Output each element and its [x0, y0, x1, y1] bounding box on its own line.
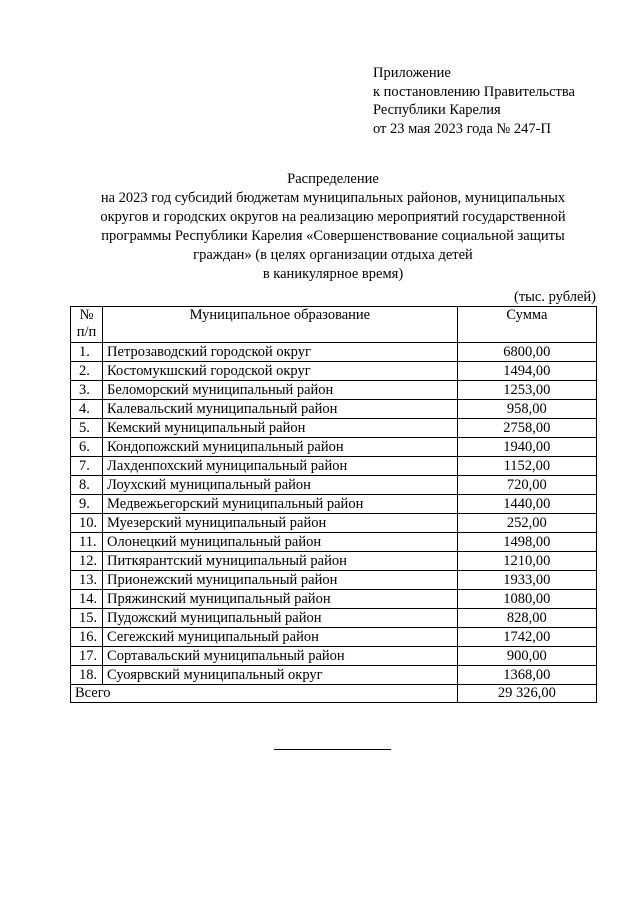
row-sum: 1494,00 — [457, 362, 596, 381]
row-sum: 1368,00 — [457, 666, 596, 685]
row-number: 3. — [71, 381, 103, 400]
row-number: 17. — [71, 647, 103, 666]
header-number-line2: п/п — [76, 324, 97, 340]
row-sum: 252,00 — [457, 514, 596, 533]
row-sum: 1742,00 — [457, 628, 596, 647]
row-municipality: Петрозаводский городской округ — [103, 343, 458, 362]
appendix-line: Республики Карелия — [373, 102, 501, 118]
header-municipality: Муниципальное образование — [103, 307, 458, 343]
row-number: 12. — [71, 552, 103, 571]
table-row — [71, 666, 597, 685]
table-row — [71, 381, 597, 400]
table-row — [71, 571, 597, 590]
row-number: 15. — [71, 609, 103, 628]
row-number: 11. — [71, 533, 103, 552]
table-row — [71, 362, 597, 381]
row-municipality: Пряжинский муниципальный район — [103, 590, 458, 609]
table-row — [71, 628, 597, 647]
row-sum: 900,00 — [457, 647, 596, 666]
title-line: программы Республики Карелия «Совершенствование социальной защиты — [101, 228, 565, 244]
total-sum: 29 326,00 — [457, 685, 596, 703]
row-municipality: Лоухский муниципальный район — [103, 476, 458, 495]
row-sum: 6800,00 — [457, 343, 596, 362]
row-municipality: Беломорский муниципальный район — [103, 381, 458, 400]
table-row — [71, 476, 597, 495]
row-sum: 1253,00 — [457, 381, 596, 400]
row-municipality: Суоярвский муниципальный округ — [103, 666, 458, 685]
table-row — [71, 514, 597, 533]
row-municipality: Медвежьегорский муниципальный район — [103, 495, 458, 514]
appendix-line: от 23 мая 2023 года № 247-П — [373, 120, 551, 137]
row-municipality: Олонецкий муниципальный район — [103, 533, 458, 552]
row-number: 7. — [71, 457, 103, 476]
row-sum: 1152,00 — [457, 457, 596, 476]
row-municipality: Пудожский муниципальный район — [103, 609, 458, 628]
row-number: 9. — [71, 495, 103, 514]
table-body — [71, 343, 597, 703]
row-municipality: Кондопожский муниципальный район — [103, 438, 458, 457]
row-sum: 1080,00 — [457, 590, 596, 609]
row-municipality: Сортавальский муниципальный район — [103, 647, 458, 666]
row-sum: 1940,00 — [457, 438, 596, 457]
row-number: 14. — [71, 590, 103, 609]
subsidy-table — [70, 306, 597, 703]
row-number: 16. — [71, 628, 103, 647]
table-row — [71, 457, 597, 476]
row-sum: 1210,00 — [457, 552, 596, 571]
row-municipality: Лахденпохский муниципальный район — [103, 457, 458, 476]
row-number: 1. — [71, 343, 103, 362]
row-municipality: Калевальский муниципальный район — [103, 400, 458, 419]
appendix-line: к постановлению Правительства — [373, 83, 575, 100]
row-sum: 828,00 — [457, 609, 596, 628]
row-number: 5. — [71, 419, 103, 438]
title-line: в каникулярное время) — [262, 266, 404, 282]
row-sum: 958,00 — [457, 400, 596, 419]
table-row — [71, 495, 597, 514]
row-municipality: Питкярантский муниципальный район — [103, 552, 458, 571]
row-municipality: Кемский муниципальный район — [103, 419, 458, 438]
row-sum: 1498,00 — [457, 533, 596, 552]
title-heading: Распределение — [287, 171, 379, 187]
table-row — [71, 400, 597, 419]
document-title — [70, 170, 596, 284]
row-sum: 720,00 — [457, 476, 596, 495]
row-number: 13. — [71, 571, 103, 590]
row-sum: 2758,00 — [457, 419, 596, 438]
title-line: на 2023 год субсидий бюджетам муниципальных районов, муниципальных — [100, 190, 566, 206]
row-number: 8. — [71, 476, 103, 495]
table-row — [71, 609, 597, 628]
row-number: 6. — [71, 438, 103, 457]
table-row — [71, 343, 597, 362]
table-row — [71, 438, 597, 457]
table-header-row — [71, 307, 597, 343]
title-line: округов и городских округов на реализацию мероприятий государственной — [100, 209, 566, 225]
table-row — [71, 552, 597, 571]
table-row — [71, 419, 597, 438]
appendix-line: Приложение — [373, 65, 451, 81]
units-note: (тыс. рублей) — [514, 289, 596, 305]
row-number: 10. — [71, 514, 103, 533]
header-sum: Сумма — [457, 307, 596, 343]
row-sum: 1933,00 — [457, 571, 596, 590]
row-municipality: Муезерский муниципальный район — [103, 514, 458, 533]
total-label: Всего — [71, 685, 458, 703]
table-row — [71, 647, 597, 666]
row-number: 4. — [71, 400, 103, 419]
header-number-line1: № — [79, 307, 94, 323]
row-municipality: Прионежский муниципальный район — [103, 571, 458, 590]
table-total-row — [71, 685, 597, 703]
row-number: 18. — [71, 666, 103, 685]
signature-line — [274, 749, 391, 750]
table-row — [71, 590, 597, 609]
row-municipality: Сегежский муниципальный район — [103, 628, 458, 647]
appendix-block — [373, 64, 575, 138]
row-sum: 1440,00 — [457, 495, 596, 514]
row-number: 2. — [71, 362, 103, 381]
header-number — [71, 307, 103, 343]
row-municipality: Костомукшский городской округ — [103, 362, 458, 381]
title-line: граждан» (в целях организации отдыха детей — [193, 247, 473, 263]
table-row — [71, 533, 597, 552]
